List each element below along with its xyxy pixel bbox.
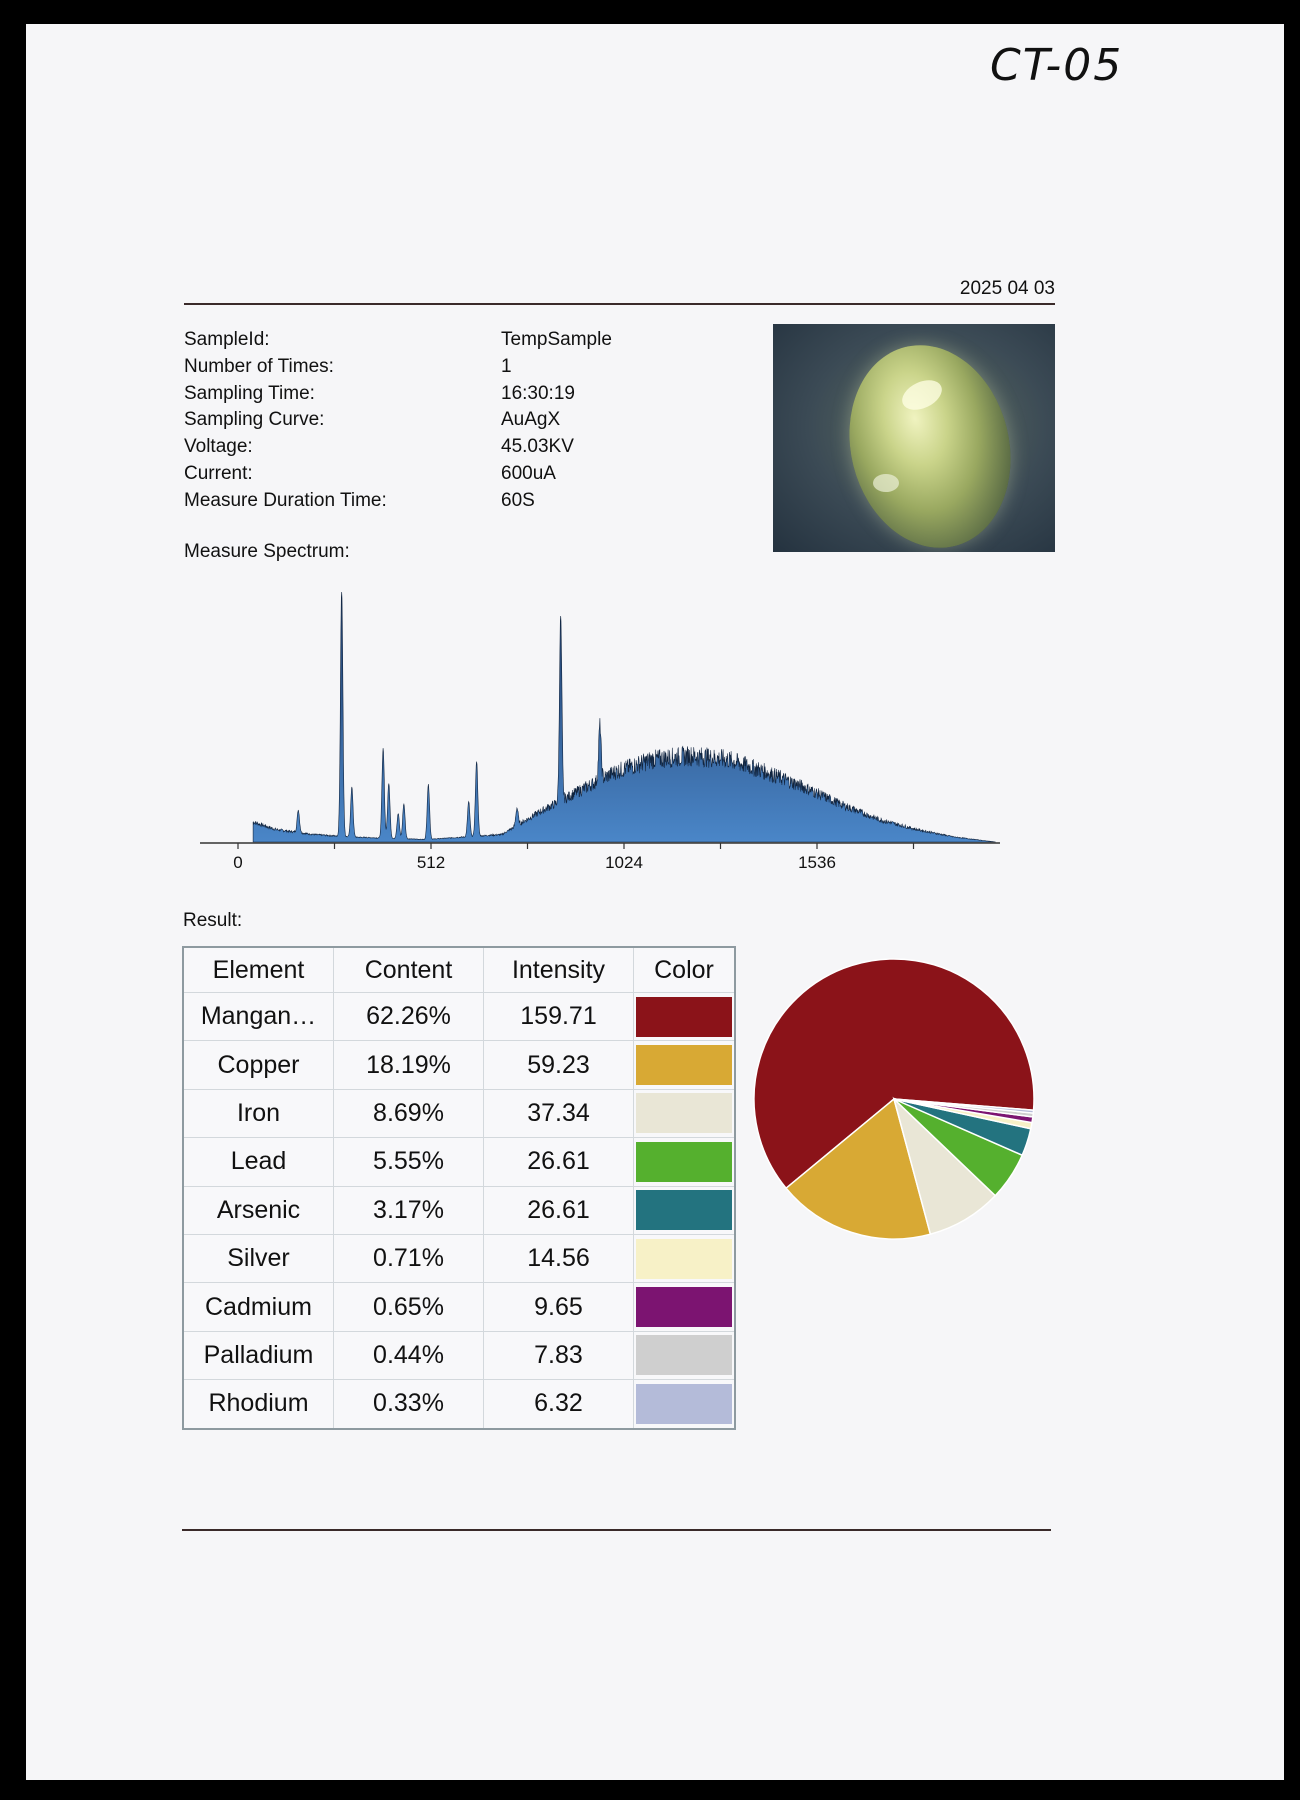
table-row: [183, 1283, 735, 1331]
info-key: Voltage:: [184, 436, 253, 458]
cell-color: [634, 1234, 736, 1282]
cell-color: [634, 1283, 736, 1331]
table-row: [183, 1041, 735, 1089]
cell-content: 0.65%: [334, 1283, 484, 1331]
report-page: [26, 24, 1284, 1780]
info-key: Number of Times:: [184, 355, 334, 377]
cell-element: Lead: [183, 1138, 334, 1186]
cell-content: 18.19%: [334, 1041, 484, 1089]
info-value: 1: [501, 355, 512, 377]
cell-element: Rhodium: [183, 1380, 334, 1429]
info-key: SampleId:: [184, 329, 270, 350]
spectrum-curve: [253, 592, 996, 842]
color-swatch: [636, 1142, 732, 1182]
spectrum-tick-label: 512: [416, 853, 446, 872]
color-swatch: [636, 1335, 732, 1375]
cell-element: Iron: [183, 1089, 334, 1137]
header-divider: [184, 303, 1055, 305]
color-swatch: [636, 1239, 732, 1279]
cell-color: [634, 1041, 736, 1089]
header-element: Element: [183, 947, 334, 993]
spectrum-area: [253, 592, 996, 842]
cell-intensity: 59.23: [484, 1041, 634, 1089]
table-row: [183, 1331, 735, 1379]
info-value: 45.03KV: [501, 436, 574, 458]
info-key: Sampling Time:: [184, 382, 315, 404]
table-row: [183, 1138, 735, 1186]
table-row: [183, 1380, 735, 1429]
header-intensity: Intensity: [484, 947, 634, 993]
cell-content: 0.44%: [334, 1331, 484, 1379]
info-value: 60S: [501, 489, 535, 511]
color-swatch: [636, 1384, 732, 1424]
spectrum-chart: [200, 580, 1010, 880]
footer-divider: [182, 1529, 1051, 1531]
composition-pie-chart: [752, 958, 1052, 1258]
cell-intensity: 9.65: [484, 1283, 634, 1331]
cell-content: 3.17%: [334, 1186, 484, 1234]
color-swatch: [636, 1093, 732, 1133]
cell-intensity: 6.32: [484, 1380, 634, 1429]
info-value: 16:30:19: [501, 382, 575, 404]
color-swatch: [636, 1190, 732, 1230]
cell-element: Palladium: [183, 1331, 334, 1379]
cell-color: [634, 1380, 736, 1429]
cell-color: [634, 1089, 736, 1137]
cell-element: Cadmium: [183, 1283, 334, 1331]
spectrum-x-axis: [200, 843, 1000, 872]
report-date: 2025 04 03: [959, 278, 1055, 299]
cell-intensity: 14.56: [484, 1234, 634, 1282]
result-label: Result:: [183, 910, 243, 931]
color-swatch: [636, 1287, 732, 1327]
spectrum-tick-label: 1024: [605, 853, 643, 872]
table-header-row: [183, 947, 735, 993]
spectrum-tick-label: 0: [233, 853, 243, 872]
gemstone-highlight: [873, 474, 899, 492]
color-swatch: [636, 997, 732, 1037]
cell-element: Silver: [183, 1234, 334, 1282]
info-value: TempSample: [501, 329, 612, 350]
cell-element: Arsenic: [183, 1186, 334, 1234]
table-row: [183, 1186, 735, 1234]
cell-content: 62.26%: [334, 993, 484, 1041]
cell-color: [634, 1186, 736, 1234]
gemstone-image: [829, 328, 1032, 552]
cell-intensity: 37.34: [484, 1089, 634, 1137]
spectrum-tick-label: 1536: [798, 853, 836, 872]
info-value: 600uA: [501, 462, 556, 484]
table-row: [183, 993, 735, 1041]
table-row: [183, 1089, 735, 1137]
cell-intensity: 26.61: [484, 1138, 634, 1186]
cell-element: Mangan…: [183, 993, 334, 1041]
handwritten-sample-label: CT-05: [990, 40, 1124, 91]
cell-color: [634, 1138, 736, 1186]
info-value: AuAgX: [501, 409, 561, 431]
cell-content: 0.33%: [334, 1380, 484, 1429]
spectrum-label: Measure Spectrum:: [184, 541, 350, 562]
cell-content: 0.71%: [334, 1234, 484, 1282]
cell-content: 8.69%: [334, 1089, 484, 1137]
table-row: [183, 1234, 735, 1282]
cell-color: [634, 993, 736, 1041]
cell-intensity: 7.83: [484, 1331, 634, 1379]
cell-color: [634, 1331, 736, 1379]
header-color: Color: [634, 947, 736, 993]
cell-intensity: 159.71: [484, 993, 634, 1041]
header-content: Content: [334, 947, 484, 993]
result-table: [182, 946, 736, 1430]
info-key: Measure Duration Time:: [184, 489, 387, 511]
info-key: Current:: [184, 462, 253, 484]
color-swatch: [636, 1045, 732, 1085]
cell-intensity: 26.61: [484, 1186, 634, 1234]
info-key: Sampling Curve:: [184, 409, 325, 431]
sample-photo: [773, 324, 1055, 552]
cell-content: 5.55%: [334, 1138, 484, 1186]
cell-element: Copper: [183, 1041, 334, 1089]
